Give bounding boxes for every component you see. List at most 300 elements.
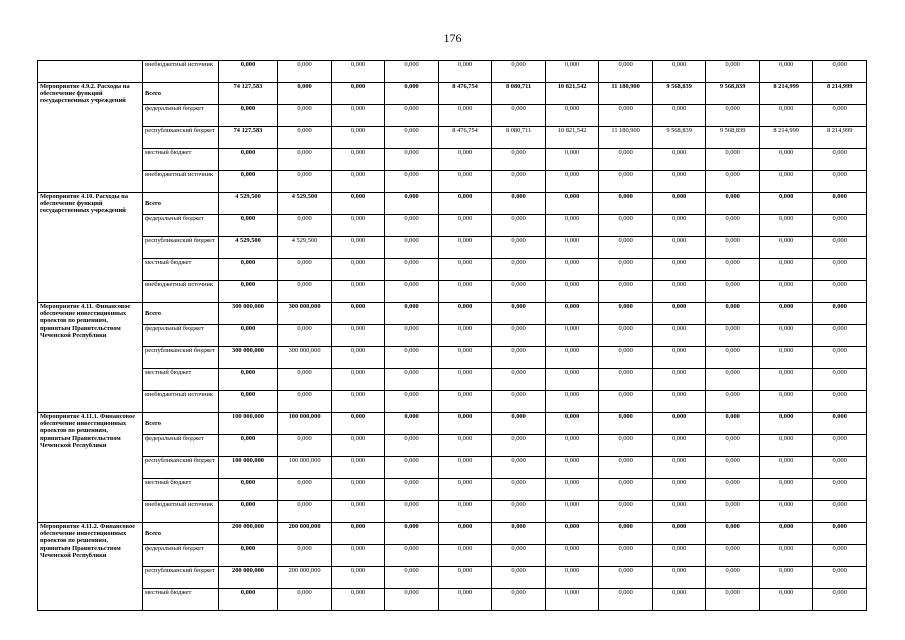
value-cell: 0,000: [438, 413, 492, 435]
value-cell: 0,000: [813, 281, 867, 303]
value-cell: 0,000: [278, 83, 332, 105]
value-cell: 8 080,711: [492, 127, 546, 149]
table-row: [38, 281, 867, 303]
value-cell: 0,000: [706, 435, 760, 457]
value-cell: 0,000: [492, 303, 546, 325]
value-cell: 0,000: [652, 457, 706, 479]
value-cell: 0,000: [599, 369, 653, 391]
value-cell: 0,000: [331, 545, 385, 567]
value-cell: 0,000: [813, 435, 867, 457]
value-cell: 0,000: [652, 391, 706, 413]
value-cell: 0,000: [759, 193, 813, 215]
funding-source-cell: Всего: [143, 413, 219, 435]
value-cell: 0,000: [706, 149, 760, 171]
value-cell: 0,000: [813, 149, 867, 171]
funding-source-cell: Всего: [143, 523, 219, 545]
table-row: [38, 105, 867, 127]
activity-name-cell: Мероприятие 4.11. Финансовое обеспечение инвестиционных проектов по решениям, принятым Правительством Чеченской Республики: [38, 303, 143, 413]
value-cell: 0,000: [218, 391, 278, 413]
value-cell: 0,000: [599, 61, 653, 83]
value-cell: 200 000,000: [218, 567, 278, 589]
funding-source-cell: местный бюджет: [143, 369, 219, 391]
value-cell: 0,000: [813, 237, 867, 259]
value-cell: 0,000: [759, 479, 813, 501]
value-cell: 100 000,000: [218, 413, 278, 435]
value-cell: 0,000: [599, 171, 653, 193]
funding-source-cell: внебюджетный источник: [143, 391, 219, 413]
value-cell: 0,000: [438, 303, 492, 325]
value-cell: 0,000: [331, 215, 385, 237]
activity-name-cell: Мероприятие 4.11.1. Финансовое обеспечение инвестиционных проектов по решениям, принятым Правительством Чеченской Республики: [38, 413, 143, 523]
value-cell: 0,000: [545, 413, 599, 435]
activity-name-cell: Мероприятие 4.10. Расходы на обеспечение функций государственных учреждений: [38, 193, 143, 303]
value-cell: 8 214,999: [759, 127, 813, 149]
funding-source-cell: местный бюджет: [143, 259, 219, 281]
value-cell: 0,000: [813, 303, 867, 325]
value-cell: 0,000: [278, 479, 332, 501]
value-cell: 0,000: [278, 149, 332, 171]
value-cell: 0,000: [218, 215, 278, 237]
value-cell: 0,000: [492, 435, 546, 457]
value-cell: 0,000: [545, 589, 599, 611]
table-row: [38, 369, 867, 391]
value-cell: 300 000,000: [278, 303, 332, 325]
value-cell: 0,000: [438, 369, 492, 391]
value-cell: 0,000: [706, 413, 760, 435]
value-cell: 0,000: [813, 545, 867, 567]
value-cell: 9 568,839: [652, 83, 706, 105]
value-cell: 0,000: [813, 589, 867, 611]
value-cell: 0,000: [278, 215, 332, 237]
value-cell: 100 000,000: [278, 457, 332, 479]
value-cell: 0,000: [759, 303, 813, 325]
table-row: [38, 171, 867, 193]
value-cell: 0,000: [599, 589, 653, 611]
value-cell: 0,000: [492, 413, 546, 435]
value-cell: 0,000: [385, 83, 439, 105]
value-cell: 0,000: [599, 567, 653, 589]
value-cell: 0,000: [331, 347, 385, 369]
value-cell: 0,000: [599, 545, 653, 567]
value-cell: 0,000: [218, 325, 278, 347]
value-cell: 0,000: [599, 281, 653, 303]
value-cell: 0,000: [331, 281, 385, 303]
value-cell: 0,000: [438, 105, 492, 127]
value-cell: 0,000: [706, 347, 760, 369]
value-cell: 4 529,500: [218, 193, 278, 215]
value-cell: 200 000,000: [278, 567, 332, 589]
value-cell: 0,000: [218, 435, 278, 457]
value-cell: 8 214,999: [813, 83, 867, 105]
value-cell: 0,000: [545, 567, 599, 589]
value-cell: 0,000: [278, 589, 332, 611]
funding-source-cell: республиканский бюджет: [143, 457, 219, 479]
value-cell: 0,000: [652, 501, 706, 523]
value-cell: 4 529,500: [218, 237, 278, 259]
value-cell: 0,000: [331, 61, 385, 83]
value-cell: 0,000: [278, 501, 332, 523]
budget-table-body: [38, 61, 867, 611]
value-cell: 0,000: [331, 413, 385, 435]
value-cell: 0,000: [385, 545, 439, 567]
value-cell: 0,000: [545, 347, 599, 369]
value-cell: 0,000: [438, 259, 492, 281]
value-cell: 0,000: [706, 61, 760, 83]
activity-name-cell: Мероприятие 4.11.2. Финансовое обеспечение инвестиционных проектов по решениям, принятым Правительством Чеченской Республики: [38, 523, 143, 611]
value-cell: 100 000,000: [278, 413, 332, 435]
value-cell: 0,000: [706, 545, 760, 567]
value-cell: 0,000: [759, 61, 813, 83]
value-cell: 8 214,999: [759, 83, 813, 105]
value-cell: 0,000: [218, 479, 278, 501]
table-row-total: [38, 303, 867, 325]
value-cell: 0,000: [438, 149, 492, 171]
value-cell: 0,000: [492, 105, 546, 127]
value-cell: 0,000: [218, 105, 278, 127]
value-cell: 0,000: [706, 193, 760, 215]
value-cell: 0,000: [492, 567, 546, 589]
table-row: [38, 127, 867, 149]
value-cell: 0,000: [438, 567, 492, 589]
value-cell: 0,000: [759, 281, 813, 303]
value-cell: 0,000: [599, 523, 653, 545]
table-row: [38, 479, 867, 501]
value-cell: 0,000: [438, 347, 492, 369]
value-cell: 0,000: [385, 303, 439, 325]
value-cell: 0,000: [813, 105, 867, 127]
value-cell: 0,000: [652, 369, 706, 391]
value-cell: 0,000: [331, 193, 385, 215]
value-cell: 0,000: [331, 105, 385, 127]
value-cell: 0,000: [545, 457, 599, 479]
value-cell: 0,000: [652, 303, 706, 325]
value-cell: 0,000: [331, 523, 385, 545]
value-cell: 0,000: [331, 83, 385, 105]
table-row: [38, 347, 867, 369]
value-cell: 0,000: [218, 589, 278, 611]
table-row: [38, 149, 867, 171]
value-cell: 0,000: [218, 149, 278, 171]
value-cell: 0,000: [652, 193, 706, 215]
value-cell: 0,000: [438, 237, 492, 259]
value-cell: 0,000: [813, 479, 867, 501]
value-cell: 0,000: [492, 545, 546, 567]
value-cell: 0,000: [759, 215, 813, 237]
value-cell: 0,000: [599, 149, 653, 171]
value-cell: 0,000: [218, 501, 278, 523]
budget-table: [37, 60, 867, 611]
value-cell: 74 127,583: [218, 127, 278, 149]
value-cell: 0,000: [545, 105, 599, 127]
value-cell: 100 000,000: [218, 457, 278, 479]
value-cell: 0,000: [599, 303, 653, 325]
funding-source-cell: республиканский бюджет: [143, 347, 219, 369]
value-cell: 0,000: [813, 193, 867, 215]
value-cell: 0,000: [331, 171, 385, 193]
value-cell: 0,000: [706, 589, 760, 611]
value-cell: 0,000: [331, 237, 385, 259]
value-cell: 0,000: [652, 149, 706, 171]
funding-source-cell: Всего: [143, 193, 219, 215]
value-cell: 0,000: [218, 545, 278, 567]
value-cell: 0,000: [331, 369, 385, 391]
value-cell: 8 214,999: [813, 127, 867, 149]
value-cell: 74 127,583: [218, 83, 278, 105]
value-cell: 0,000: [438, 193, 492, 215]
value-cell: 0,000: [759, 325, 813, 347]
funding-source-cell: внебюджетный источник: [143, 281, 219, 303]
funding-source-cell: федеральный бюджет: [143, 325, 219, 347]
value-cell: 0,000: [813, 523, 867, 545]
value-cell: 0,000: [438, 391, 492, 413]
value-cell: 0,000: [492, 369, 546, 391]
value-cell: 0,000: [278, 325, 332, 347]
value-cell: 0,000: [218, 259, 278, 281]
value-cell: 0,000: [652, 523, 706, 545]
value-cell: 0,000: [545, 501, 599, 523]
table-row: [38, 545, 867, 567]
value-cell: 300 000,000: [278, 347, 332, 369]
value-cell: 0,000: [331, 325, 385, 347]
value-cell: 0,000: [599, 457, 653, 479]
value-cell: 0,000: [438, 281, 492, 303]
value-cell: 0,000: [331, 435, 385, 457]
value-cell: 0,000: [278, 281, 332, 303]
value-cell: 0,000: [759, 501, 813, 523]
value-cell: 0,000: [545, 149, 599, 171]
value-cell: 0,000: [218, 171, 278, 193]
value-cell: 9 568,839: [706, 127, 760, 149]
value-cell: 0,000: [813, 61, 867, 83]
table-row: [38, 237, 867, 259]
value-cell: 0,000: [706, 479, 760, 501]
funding-source-cell: республиканский бюджет: [143, 127, 219, 149]
value-cell: 0,000: [759, 369, 813, 391]
value-cell: 0,000: [599, 325, 653, 347]
value-cell: 0,000: [706, 281, 760, 303]
funding-source-cell: Всего: [143, 303, 219, 325]
value-cell: 0,000: [759, 347, 813, 369]
value-cell: 0,000: [492, 237, 546, 259]
table-row: [38, 259, 867, 281]
value-cell: 0,000: [492, 325, 546, 347]
value-cell: 0,000: [759, 523, 813, 545]
value-cell: 0,000: [385, 281, 439, 303]
value-cell: 0,000: [385, 457, 439, 479]
value-cell: 0,000: [599, 193, 653, 215]
value-cell: 0,000: [385, 105, 439, 127]
value-cell: 0,000: [652, 259, 706, 281]
value-cell: 0,000: [278, 61, 332, 83]
value-cell: 0,000: [545, 215, 599, 237]
value-cell: 0,000: [599, 347, 653, 369]
value-cell: 0,000: [813, 325, 867, 347]
value-cell: 0,000: [599, 259, 653, 281]
value-cell: 0,000: [331, 589, 385, 611]
value-cell: 9 568,839: [652, 127, 706, 149]
value-cell: 0,000: [652, 281, 706, 303]
value-cell: 0,000: [652, 325, 706, 347]
value-cell: 0,000: [438, 171, 492, 193]
value-cell: 0,000: [385, 589, 439, 611]
value-cell: 0,000: [545, 193, 599, 215]
value-cell: 0,000: [492, 479, 546, 501]
value-cell: 300 000,000: [218, 303, 278, 325]
value-cell: 0,000: [438, 545, 492, 567]
table-row: [38, 589, 867, 611]
value-cell: 0,000: [438, 215, 492, 237]
value-cell: 0,000: [813, 501, 867, 523]
value-cell: 0,000: [652, 435, 706, 457]
value-cell: 0,000: [331, 303, 385, 325]
value-cell: 0,000: [706, 259, 760, 281]
value-cell: 0,000: [492, 61, 546, 83]
table-row: [38, 61, 867, 83]
value-cell: 0,000: [385, 413, 439, 435]
value-cell: 0,000: [492, 259, 546, 281]
value-cell: 0,000: [599, 391, 653, 413]
value-cell: 0,000: [492, 149, 546, 171]
value-cell: 0,000: [652, 589, 706, 611]
value-cell: 0,000: [492, 523, 546, 545]
value-cell: 0,000: [331, 259, 385, 281]
table-row: [38, 435, 867, 457]
value-cell: 0,000: [759, 391, 813, 413]
value-cell: 0,000: [385, 347, 439, 369]
table-row-total: [38, 193, 867, 215]
value-cell: 0,000: [278, 545, 332, 567]
funding-source-cell: местный бюджет: [143, 589, 219, 611]
value-cell: 0,000: [492, 347, 546, 369]
value-cell: 0,000: [492, 215, 546, 237]
value-cell: 0,000: [438, 589, 492, 611]
funding-source-cell: внебюджетный источник: [143, 171, 219, 193]
value-cell: 0,000: [545, 435, 599, 457]
value-cell: 0,000: [706, 215, 760, 237]
value-cell: 0,000: [652, 479, 706, 501]
value-cell: 0,000: [599, 413, 653, 435]
value-cell: 200 000,000: [278, 523, 332, 545]
funding-source-cell: республиканский бюджет: [143, 237, 219, 259]
table-row: [38, 215, 867, 237]
value-cell: 0,000: [438, 61, 492, 83]
value-cell: 0,000: [545, 61, 599, 83]
value-cell: 10 821,542: [545, 127, 599, 149]
value-cell: 300 000,000: [218, 347, 278, 369]
value-cell: 0,000: [492, 391, 546, 413]
value-cell: 0,000: [706, 303, 760, 325]
table-row: [38, 391, 867, 413]
value-cell: 0,000: [385, 193, 439, 215]
value-cell: 0,000: [545, 259, 599, 281]
value-cell: 4 529,500: [278, 193, 332, 215]
value-cell: 0,000: [385, 567, 439, 589]
value-cell: 0,000: [706, 105, 760, 127]
value-cell: 0,000: [706, 523, 760, 545]
table-row: [38, 501, 867, 523]
value-cell: 0,000: [545, 171, 599, 193]
value-cell: 0,000: [385, 127, 439, 149]
value-cell: 0,000: [759, 171, 813, 193]
value-cell: 0,000: [385, 237, 439, 259]
page-number: 176: [443, 31, 462, 45]
value-cell: 0,000: [813, 369, 867, 391]
value-cell: 0,000: [652, 171, 706, 193]
value-cell: 0,000: [545, 237, 599, 259]
value-cell: 0,000: [813, 413, 867, 435]
value-cell: 0,000: [813, 567, 867, 589]
value-cell: 0,000: [385, 479, 439, 501]
value-cell: 0,000: [331, 479, 385, 501]
value-cell: 11 180,900: [599, 83, 653, 105]
value-cell: 0,000: [218, 281, 278, 303]
value-cell: 0,000: [652, 105, 706, 127]
funding-source-cell: республиканский бюджет: [143, 567, 219, 589]
value-cell: 11 180,900: [599, 127, 653, 149]
value-cell: 0,000: [218, 61, 278, 83]
value-cell: 0,000: [331, 391, 385, 413]
value-cell: 0,000: [813, 171, 867, 193]
value-cell: 0,000: [385, 391, 439, 413]
value-cell: 0,000: [652, 545, 706, 567]
value-cell: 4 529,500: [278, 237, 332, 259]
value-cell: 0,000: [492, 281, 546, 303]
value-cell: 0,000: [385, 259, 439, 281]
value-cell: 0,000: [599, 215, 653, 237]
funding-source-cell: внебюджетный источник: [143, 61, 219, 83]
value-cell: 0,000: [759, 149, 813, 171]
value-cell: 0,000: [385, 149, 439, 171]
value-cell: 0,000: [599, 479, 653, 501]
value-cell: 0,000: [385, 435, 439, 457]
value-cell: 0,000: [438, 523, 492, 545]
value-cell: 0,000: [759, 567, 813, 589]
value-cell: 0,000: [813, 457, 867, 479]
value-cell: 0,000: [759, 545, 813, 567]
value-cell: 0,000: [759, 237, 813, 259]
activity-name-cell: Мероприятие 4.9.2. Расходы на обеспечение функций государственных учреждений: [38, 83, 143, 193]
value-cell: 0,000: [278, 369, 332, 391]
value-cell: 0,000: [813, 347, 867, 369]
funding-source-cell: федеральный бюджет: [143, 105, 219, 127]
value-cell: 0,000: [278, 171, 332, 193]
table-row-total: [38, 413, 867, 435]
value-cell: 0,000: [385, 501, 439, 523]
value-cell: 0,000: [706, 237, 760, 259]
table-row-total: [38, 523, 867, 545]
table-row: [38, 567, 867, 589]
value-cell: 0,000: [759, 105, 813, 127]
value-cell: 0,000: [218, 369, 278, 391]
activity-cell-continued: [38, 61, 143, 83]
value-cell: 0,000: [599, 501, 653, 523]
value-cell: 0,000: [331, 501, 385, 523]
value-cell: 0,000: [545, 303, 599, 325]
value-cell: 0,000: [599, 435, 653, 457]
value-cell: 0,000: [759, 413, 813, 435]
value-cell: 0,000: [545, 391, 599, 413]
value-cell: 0,000: [706, 457, 760, 479]
value-cell: 0,000: [438, 479, 492, 501]
value-cell: 0,000: [652, 413, 706, 435]
value-cell: 0,000: [652, 347, 706, 369]
value-cell: 0,000: [652, 237, 706, 259]
value-cell: 0,000: [652, 215, 706, 237]
value-cell: 10 821,542: [545, 83, 599, 105]
funding-source-cell: федеральный бюджет: [143, 435, 219, 457]
value-cell: 0,000: [438, 435, 492, 457]
value-cell: 0,000: [331, 127, 385, 149]
